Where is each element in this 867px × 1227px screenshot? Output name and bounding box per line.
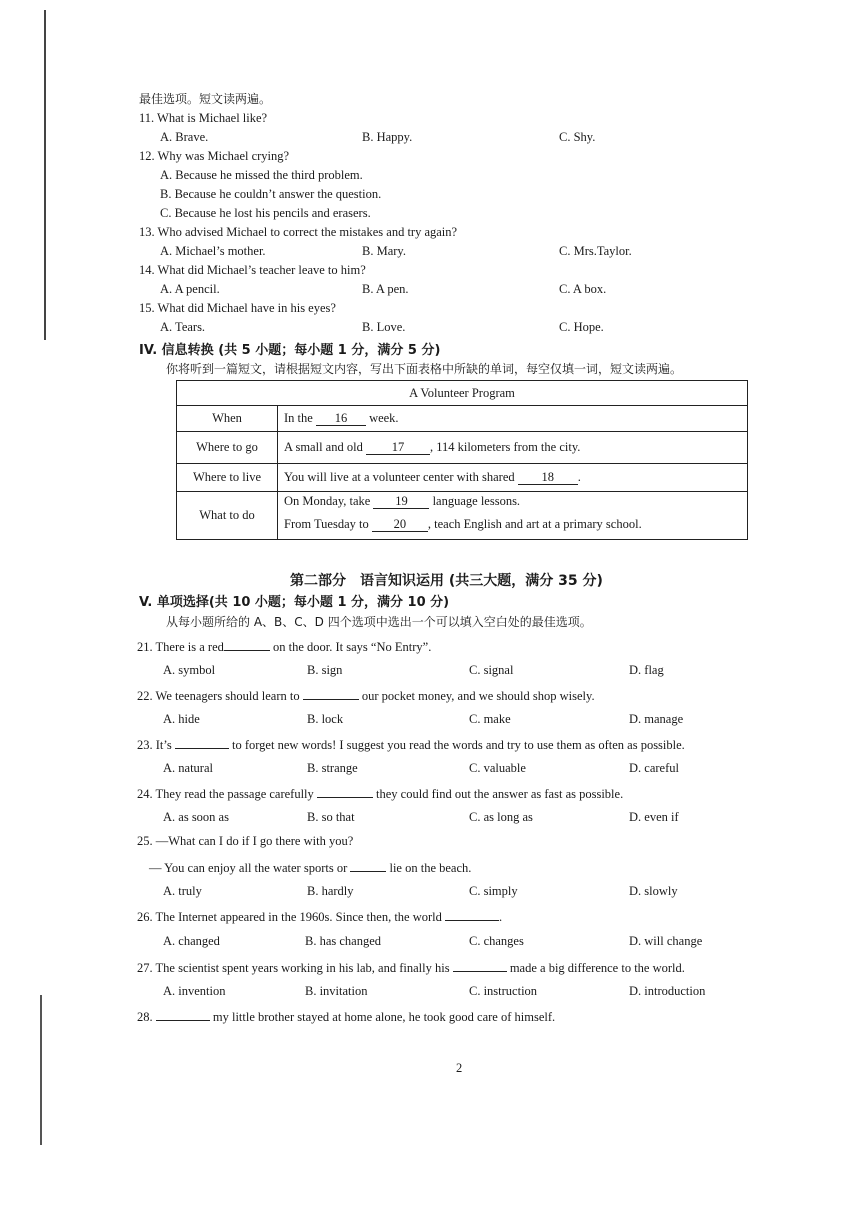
row-label: What to do [177,492,278,539]
question-21 [137,638,431,655]
row-text: In the [284,411,313,425]
answer-blank-17[interactable]: 17 [366,440,430,455]
option: D. flag [629,663,664,677]
option: A. A pencil. [160,282,220,296]
table-title: A Volunteer Program [409,386,515,400]
option: A. symbol [163,663,216,677]
answer-blank-19[interactable]: 19 [373,494,429,509]
question-text: made a big difference to the world. [509,961,685,975]
row-text: You will live at a volunteer center with shared [284,470,515,484]
option: A. hide [163,712,200,726]
question-text: 26. The Internet appeared in the 1960s. Since then, the world [137,910,442,924]
option: B. Because he couldn’t answer the question. [160,187,382,201]
question-24 [137,785,623,802]
option: B. has changed [305,934,382,948]
intro-line: 最佳选项。短文读两遍。 [139,92,272,106]
section-4-instruction: 你将听到一篇短文，请根据短文内容，写出下面表格中所缺的单词，每空仅填一词，短文读两遍。 [166,362,683,376]
question-15: 15. What did Michael have in his eyes? [139,301,336,315]
question-23 [137,736,685,753]
option: A. natural [163,761,213,775]
table-row [177,431,747,463]
option: A. Brave. [160,130,209,144]
option: D. even if [629,810,679,824]
option: C. Because he lost his pencils and erasers. [160,206,371,220]
option: A. Michael’s mother. [160,244,266,258]
row-content [284,470,581,485]
question-25: 25. —What can I do if I go there with you? [137,834,354,848]
row-text: A small and old [284,440,363,454]
row-text: From Tuesday to [284,517,369,531]
row-label: When [177,406,278,431]
answer-blank-16[interactable]: 16 [316,411,366,426]
question-25-reply [149,859,471,876]
section-4-title: IV. 信息转换 (共 5 小题；每小题 1 分，满分 5 分) [139,343,441,358]
question-text: they could find out the answer as fast as possible. [376,787,624,801]
option: B. invitation [305,984,368,998]
answer-blank[interactable] [350,859,386,872]
section-5-instruction: 从每小题所给的 A、B、C、D 四个选项中选出一个可以填入空白处的最佳选项。 [166,615,592,629]
question-text: 28. [137,1010,153,1024]
answer-blank[interactable] [175,736,229,749]
question-text: 22. We teenagers should learn to [137,689,300,703]
option: D. will change [629,934,703,948]
row-text: . [577,470,581,484]
answer-blank-18[interactable]: 18 [518,470,578,485]
option: B. A pen. [362,282,409,296]
answer-blank[interactable] [156,1008,210,1021]
option: A. invention [163,984,226,998]
question-14: 14. What did Michael’s teacher leave to him? [139,263,366,277]
question-text: 24. They read the passage carefully [137,787,314,801]
question-text: 21. There is a red [137,640,224,654]
row-content [284,494,520,509]
row-text: On Monday, take [284,494,371,508]
volunteer-program-table [176,380,748,540]
question-text: — You can enjoy all the water sports or [149,861,348,875]
option: B. lock [307,712,344,726]
scan-margin-line [44,10,46,340]
answer-blank[interactable] [224,638,270,651]
question-28 [137,1008,555,1025]
question-text: on the door. It says “No Entry”. [273,640,432,654]
part-2-title: 第二部分 语言知识运用 (共三大题，满分 35 分) [290,573,603,589]
option: A. changed [163,934,220,948]
option: D. manage [629,712,684,726]
option: D. introduction [629,984,706,998]
option: C. valuable [469,761,526,775]
answer-blank[interactable] [317,785,373,798]
option: C. Mrs.Taylor. [559,244,632,258]
option: C. changes [469,934,524,948]
row-text: week. [369,411,399,425]
question-11: 11. What is Michael like? [139,111,268,125]
page-number: 2 [456,1061,463,1075]
question-text: 23. It’s [137,738,172,752]
answer-blank[interactable] [303,687,359,700]
option: A. as soon as [163,810,229,824]
row-text: language lessons. [432,494,521,508]
option: B. strange [307,761,358,775]
row-label: Where to live [177,464,278,491]
answer-blank-20[interactable]: 20 [372,517,428,532]
table-row [177,463,747,491]
scan-margin-line [40,995,42,1145]
question-text: our pocket money, and we should shop wisely. [361,689,595,703]
question-27 [137,959,685,976]
option: A. truly [163,884,202,898]
row-content [284,411,399,426]
option: B. Happy. [362,130,413,144]
option: B. Mary. [362,244,406,258]
option: D. slowly [629,884,678,898]
table-row [177,405,747,431]
option: B. so that [307,810,355,824]
question-text: to forget new words! I suggest you read the words and try to use them as often as possible. [231,738,685,752]
row-text: , 114 kilometers from the city. [429,440,581,454]
answer-blank[interactable] [445,908,499,921]
question-12: 12. Why was Michael crying? [139,149,290,163]
option: A. Because he missed the third problem. [160,168,363,182]
question-22 [137,687,595,704]
table-row [177,491,747,539]
option: C. Shy. [559,130,596,144]
option: B. Love. [362,320,406,334]
question-text: lie on the beach. [389,861,472,875]
row-content [284,440,580,455]
option: A. Tears. [160,320,206,334]
option: C. make [469,712,511,726]
option: C. as long as [469,810,533,824]
option: C. simply [469,884,518,898]
question-text: my little brother stayed at home alone, he took good care of himself. [212,1010,556,1024]
option: C. signal [469,663,514,677]
option: D. careful [629,761,679,775]
row-content [284,517,642,532]
question-text: 27. The scientist spent years working in his lab, and finally his [137,961,450,975]
row-text: , teach English and art at a primary school. [427,517,642,531]
section-5-title: V. 单项选择(共 10 小题；每小题 1 分，满分 10 分) [139,595,450,610]
option: C. A box. [559,282,607,296]
option: B. sign [307,663,343,677]
question-13: 13. Who advised Michael to correct the mistakes and try again? [139,225,458,239]
answer-blank[interactable] [453,959,507,972]
option: C. Hope. [559,320,604,334]
option: C. instruction [469,984,538,998]
question-text: . [499,910,503,924]
option: B. hardly [307,884,354,898]
row-label: Where to go [177,432,278,463]
question-26 [137,908,502,925]
